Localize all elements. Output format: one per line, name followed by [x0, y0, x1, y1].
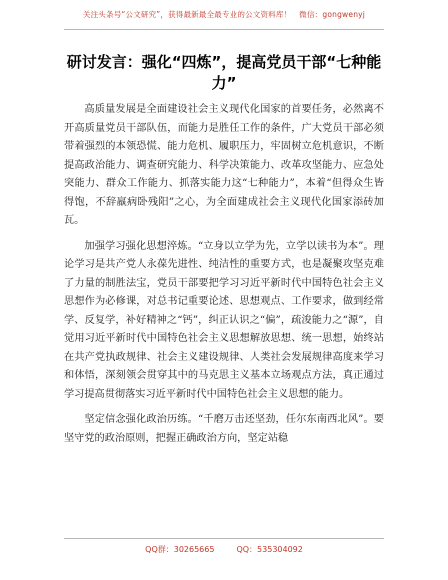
document-body	[64, 101, 384, 455]
footer-divider	[64, 538, 384, 539]
paragraph-study: 加强学习强化思想淬炼。“立身以立学为先，立学以读书为本”。理论学习是共产党人永葆先进性、纯洁性的重要方式，也是凝聚攻坚克难了力量的制胜法宝，党员干部要把学习习近平新时代中国特色社会主义思想作为必修课，对总书记重要论述、思想观点、工作要求，做到经常学、反复学，补好精神之“钙”，纠正认识之“偏”，疏浚能力之“源”，自觉用习近平新时代中国特色社会主义思想解放思想、统一思想，始终站在共产党执政规律、社会主义建设规律、人类社会发展规律高度来学习和体悟，深刻领会贯穿其中的马克思主义基本立场观点方法，真正通过学习提高贯彻落实习近平新时代中国特色社会主义思想的能力。	[64, 240, 384, 400]
paragraph-intro: 高质量发展是全面建设社会主义现代化国家的首要任务，必然离不开高质量党员干部队伍，而能力是胜任工作的条件，广大党员干部必须带着强烈的本领恐慌、能力危机、履职压力，牢固树立危机意识，不断提高政治能力、调查研究能力、科学决策能力、改革攻坚能力、应急处突能力、群众工作能力、抓落实能力这“七种能力”，本着“但得众生皆得饱，不辞羸病卧残阳”之心，为全面建成社会主义现代化国家添砖加瓦。	[64, 104, 384, 226]
wechat-contact: 微信：gongwenyj	[299, 10, 366, 19]
footer	[0, 544, 448, 555]
header-banner	[0, 9, 448, 20]
qq-contact: QQ：535304092	[236, 545, 303, 554]
document-title: 研讨发言：强化“四炼”，提高党员干部“七种能力”	[66, 53, 382, 92]
header-divider	[64, 29, 384, 30]
banner-text: 关注头条号“公文研究”，获得最新最全最专业的公文资料库！	[82, 10, 292, 19]
paragraph-politics: 坚定信念强化政治历练。“千磨万击还坚劲，任尔东南西北风”。要坚守党的政治原则，把握正确政治方向，坚定站稳	[64, 414, 384, 444]
qq-group: QQ群：30265665	[145, 545, 215, 554]
